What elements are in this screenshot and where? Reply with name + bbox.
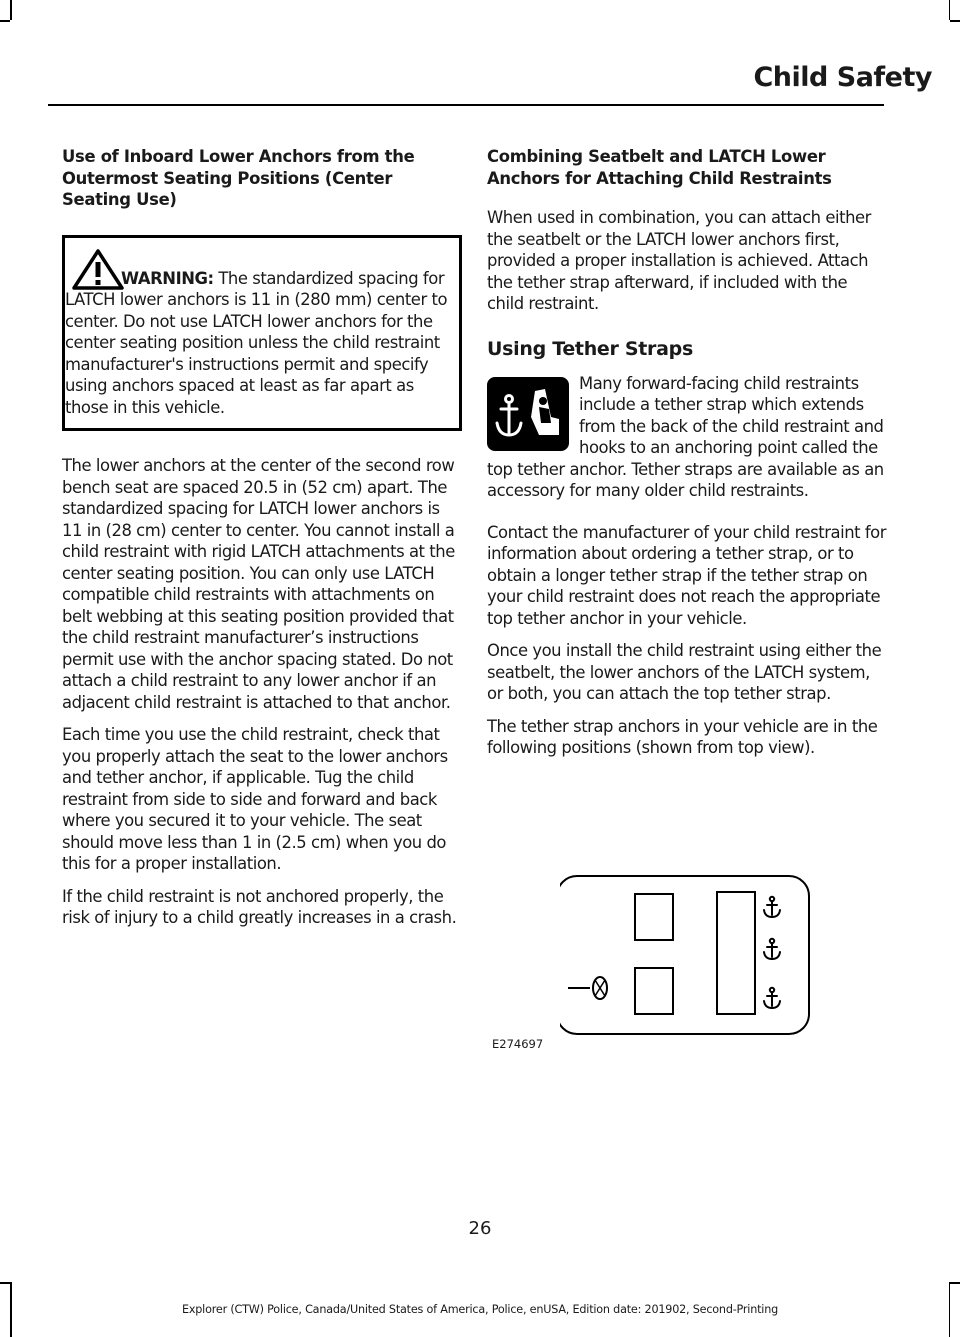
paragraph: If the child restraint is not anchored properly, the risk of injury to a child greatly increases in a crash. (62, 886, 457, 927)
page-number: 26 (468, 1218, 492, 1239)
anchor-icon (764, 897, 780, 917)
section-heading-inboard-anchors: Use of Inboard Lower Anchors from the Outermost Seating Positions (Center Seating Use) (62, 147, 415, 209)
paragraph: Once you install the child restraint using either the seatbelt, the lower anchors of the LATCH system, or both, you can attach the top tether strap. (487, 641, 882, 703)
crop-mark (0, 20, 10, 22)
paragraph: Each time you use the child restraint, check that you properly attach the seat to the lower anchors and tether anchor, if applicable. Tug the child restraint from side to side and forward and back where you secured it to your vehicle. The seat should move less than 1 in (2.5 cm) when you do this for a proper installation. (62, 725, 448, 873)
anchor-icon (764, 939, 780, 959)
paragraph: The tether strap anchors in your vehicle are in the following positions (shown from top view). (487, 716, 878, 757)
page-footer: Explorer (CTW) Police, Canada/United States of America, Police, enUSA, Edition date: 201902, Second-Printing (181, 1303, 778, 1316)
tether-anchor-positions-diagram (560, 870, 820, 1040)
anchor-icon (764, 988, 780, 1008)
tether-anchor-child-seat-icon (487, 377, 569, 451)
crop-mark (0, 1282, 10, 1284)
section-heading-combining: Combining Seatbelt and LATCH Lower Anchors for Attaching Child Restraints (487, 147, 832, 188)
crop-mark (10, 0, 12, 20)
front-seat-passenger (635, 894, 673, 940)
left-column (62, 146, 462, 940)
tether-intro (487, 373, 887, 502)
paragraph: The lower anchors at the center of the second row bench seat are spaced 20.5 in (52 cm) apart. The standardized spacing for LATCH lower anchors is 11 in (28 cm) center to center. You cannot install a child restraint with rigid LATCH attachments at the center seating position. You can only use LATCH compatible child restraints with attachments on belt webbing at this seating position provided that the child restraint manufacturer’s instructions permit use with the anchor spacing stated. Do not attach a child restraint to any lower anchor if an adjacent child restraint is attached to that anchor. (62, 456, 455, 712)
crop-mark (949, 0, 951, 20)
section-title-tether-straps: Using Tether Straps (487, 337, 693, 360)
crop-mark (950, 20, 960, 22)
warning-body: The standardized spacing for LATCH lower anchors is 11 in (280 mm) center to center. Do not use LATCH lower anchors for the center seating position unless the child restraint manufacturer's instructions permit and specify using anchors spaced at least as far apart as those in this vehicle. (65, 268, 448, 417)
paragraph-tether: Many forward-facing child restraints include a tether strap which extends from the back of the child restraint and hooks to an anchoring point called the top tether anchor. Tether straps are available as an accessory for many older child restraints. (487, 373, 884, 500)
header-rule (48, 104, 884, 106)
front-seat-driver (635, 968, 673, 1014)
page-header-title: Child Safety (753, 62, 932, 93)
paragraph: Contact the manufacturer of your child restraint for information about ordering a tether strap, or to obtain a longer tether strap if the tether strap on your child restraint does not reach the appropriate top tether anchor in your vehicle. (487, 522, 887, 628)
warning-label: WARNING: (121, 268, 214, 288)
paragraph: When used in combination, you can attach either the seatbelt or the LATCH lower anchors first, provided a proper installation is achieved. Attach the tether strap afterward, if included with the child restraint. (487, 208, 871, 313)
rear-bench-seat (717, 892, 755, 1014)
warning-box (62, 235, 462, 432)
right-column (487, 146, 887, 770)
diagram-code: E274697 (492, 1037, 544, 1051)
crop-mark (950, 1282, 960, 1284)
warning-triangle-icon (71, 248, 125, 292)
